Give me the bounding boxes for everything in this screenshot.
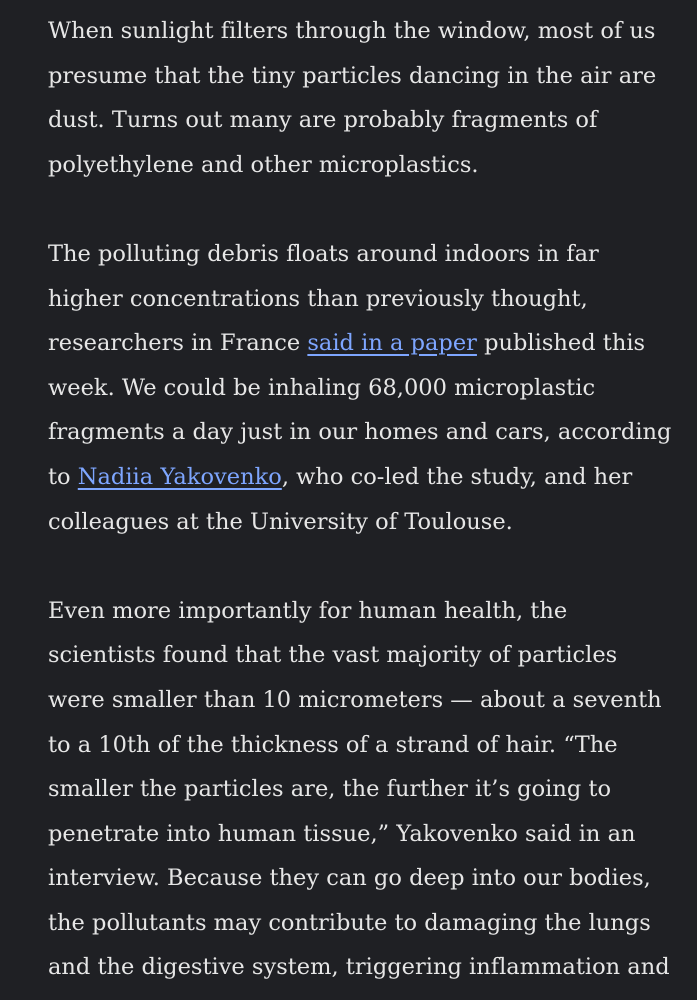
text-line: the pollutants may contribute to damaging the lungs <box>48 909 651 936</box>
text-line-with-link <box>48 455 648 500</box>
text-line: week. We could be inhaling 68,000 microplastic <box>48 374 596 401</box>
text-segment: to <box>48 463 78 490</box>
text-line: presume that the tiny particles dancing in the air are <box>48 62 657 89</box>
text-line: to a 10th of the thickness of a strand of hair. “The <box>48 731 618 758</box>
text-segment: published this <box>476 330 646 357</box>
text-line: and the digestive system, triggering inflammation and <box>48 954 670 981</box>
text-line: smaller the particles are, the further it’s going to <box>48 776 612 803</box>
text-segment: , who co-led the study, and her <box>281 463 633 490</box>
paper-link[interactable]: said in a paper <box>307 330 477 357</box>
paragraph-indoor-concentrations <box>48 232 672 544</box>
text-line: The polluting debris floats around indoors in far <box>48 240 599 267</box>
text-line: dust. Turns out many are probably fragments of <box>48 107 598 134</box>
text-line: polyethylene and other microplastics. <box>48 151 479 178</box>
text-line: colleagues at the University of Toulouse. <box>48 508 513 535</box>
text-line: fragments a day just in our homes and cars, according <box>48 419 672 446</box>
text-line-with-link <box>48 321 648 366</box>
author-link[interactable]: Nadiia Yakovenko <box>77 463 282 490</box>
text-segment: researchers in France <box>48 330 308 357</box>
paragraph-sunlight-dust <box>48 9 657 187</box>
text-line: When sunlight filters through the window, most of us <box>48 18 656 44</box>
text-line: were smaller than 10 micrometers — about a seventh <box>48 686 662 713</box>
text-line: Even more importantly for human health, the <box>48 597 568 624</box>
text-line: scientists found that the vast majority of particles <box>48 642 618 669</box>
paragraph-human-health <box>48 589 670 990</box>
text-line: interview. Because they can go deep into our bodies, <box>48 865 651 892</box>
text-line: higher concentrations than previously thought, <box>48 285 588 312</box>
text-line: penetrate into human tissue,” Yakovenko said in an <box>48 820 636 847</box>
